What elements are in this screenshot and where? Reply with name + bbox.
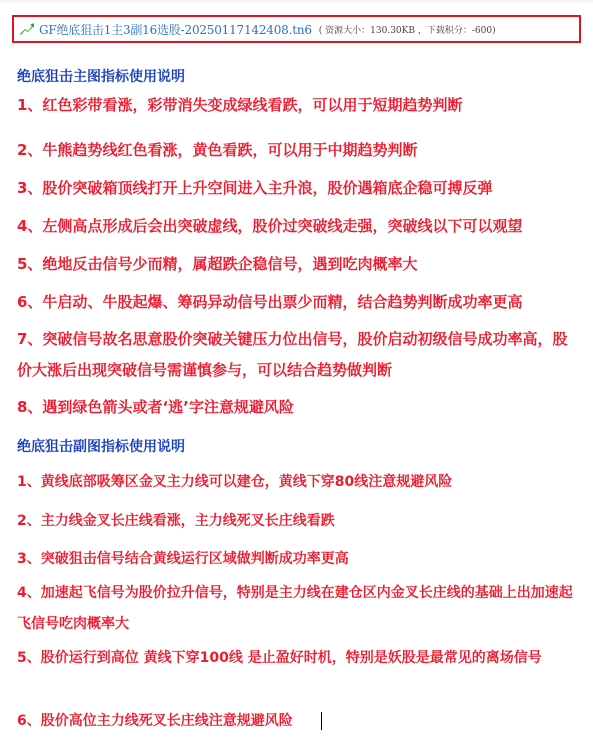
sub-item-5: 5、股价运行到高位 黄线下穿100线 是止盈好时机，特别是妖股是最常见的离场信号 xyxy=(17,650,542,666)
sub-item-6: 6、股价高位主力线死叉长庄线注意规避风险 xyxy=(17,713,293,729)
main-item-3: 3、股价突破箱顶线打开上升空间进入主升浪，股价遇箱底企稳可搏反弹 xyxy=(17,179,493,197)
main-item-5: 5、绝地反击信号少而精，属超跌企稳信号，遇到吃肉概率大 xyxy=(17,255,418,273)
sub-item-4: 4、加速起飞信号为股价拉升信号，特别是主力线在建仓区内金叉长庄线的基础上出加速起飞信号吃肉概率大 xyxy=(17,585,573,632)
main-item-4: 4、左侧高点形成后会出突破虚线，股价过突破线走强，突破线以下可以观望 xyxy=(17,217,523,235)
section-title-sub: 绝底狙击副图指标使用说明 xyxy=(17,439,185,455)
green-download-arrow-icon xyxy=(19,22,35,36)
top-divider xyxy=(0,0,593,3)
sub-item-2: 2、主力线金叉长庄线看涨，主力线死叉长庄线看跌 xyxy=(17,513,335,529)
text-cursor xyxy=(321,712,322,730)
section-title-main: 绝底狙击主图指标使用说明 xyxy=(17,69,185,85)
resource-file-link[interactable]: GF绝底狙击1主3副16选股-20250117142408.tn6 xyxy=(39,22,312,37)
resource-meta: ( 资源大小：130.30KB ，下载积分：-600) xyxy=(318,25,496,36)
main-item-2: 2、牛熊趋势线红色看涨，黄色看跌，可以用于中期趋势判断 xyxy=(17,141,418,159)
main-item-7: 7、突破信号故名思意股价突破关键压力位出信号，股价启动初级信号成功率高，股价大涨后出现突破信号需谨慎参与，可以结合趋势做判断 xyxy=(17,330,568,379)
resource-file-box[interactable] xyxy=(12,15,581,43)
main-item-8: 8、遇到绿色箭头或者‘逃’字注意规避风险 xyxy=(17,398,294,416)
sub-item-3: 3、突破狙击信号结合黄线运行区域做判断成功率更高 xyxy=(17,551,349,567)
main-item-6: 6、牛启动、牛股起爆、筹码异动信号出票少而精，结合趋势判断成功率更高 xyxy=(17,293,523,311)
sub-item-1: 1、黄线底部吸筹区金叉主力线可以建仓，黄线下穿80线注意规避风险 xyxy=(17,474,453,490)
main-item-1: 1、红色彩带看涨，彩带消失变成绿线看跌，可以用于短期趋势判断 xyxy=(17,96,463,114)
